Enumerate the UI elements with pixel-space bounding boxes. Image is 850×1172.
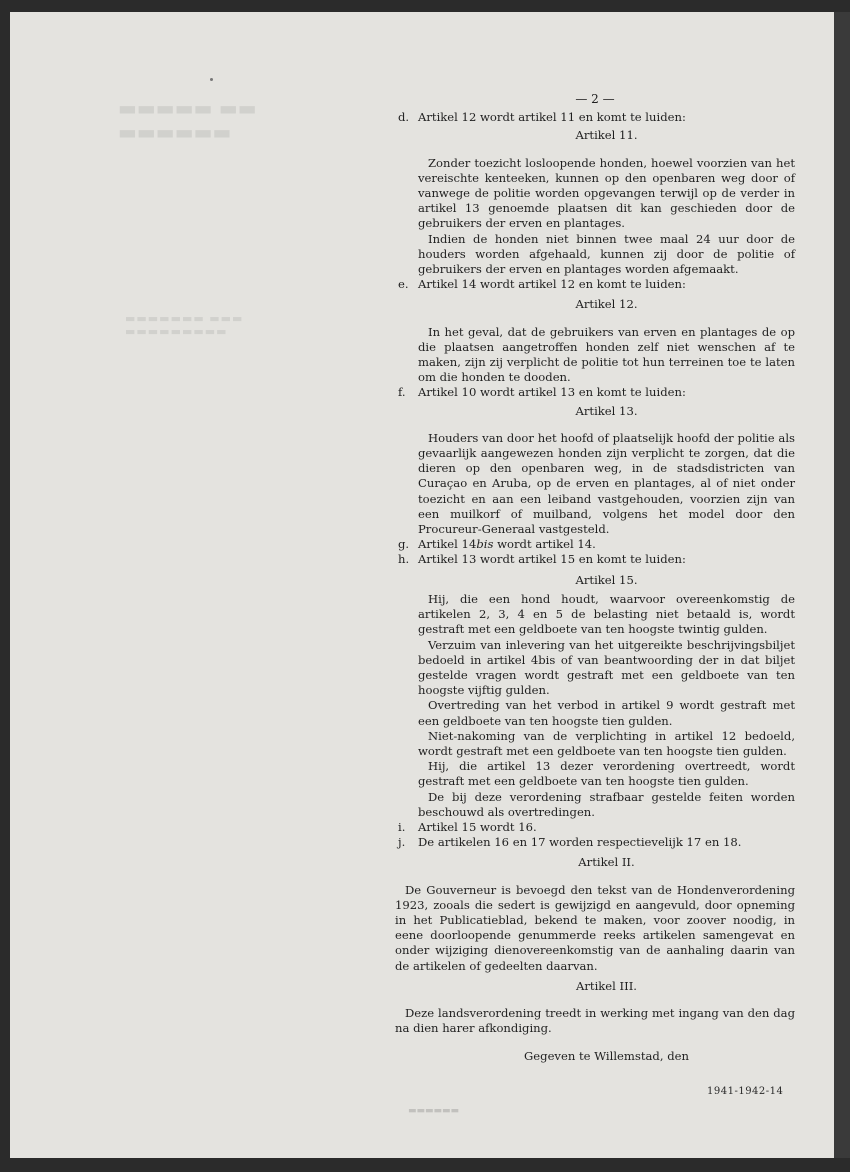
article-iii-text: Deze landsverordening treedt in werking met ingang van den dag na dien harer afkondiging. <box>395 1005 795 1036</box>
article-body <box>395 592 795 820</box>
item-line-em: bis <box>476 537 494 552</box>
article-ii-heading: Artikel II. <box>578 855 635 870</box>
item-line: Artikel 14 wordt artikel 12 en komt te luiden: <box>418 277 686 292</box>
article-ii-text: De Gouverneur is bevoegd den tekst van de Hondenverordening 1923, zooals die sedert is gewijzigd en aangevuld, door opneming in het Publicatieblad, bekend te maken, voor zoover noodig, in eene doorloopende genummerde reeks artikelen samengevat en onder wijziging dienovereenkomstig van de aanhaling daarin van de artikelen of gedeelten daarvan. <box>395 882 795 973</box>
amendment-item-j <box>395 835 795 850</box>
footer-code: 1941-1942-14 <box>707 1086 784 1097</box>
item-line: Artikel 15 wordt 16. <box>418 819 537 834</box>
paragraph: Houders van door het hoofd of plaatselijk hoofd der politie als gevaarlijk aangewezen honden zijn verplicht te zorgen, dat die dieren op den openbaren weg, in de stadsdistricten van Curaçao en Aruba, op de erven en plantages, al of niet onder toezicht en aan een leiband vastgehouden, voorzien zijn van een muilkorf of muilband, volgens het model door den Procureur-Generaal vastgesteld. <box>418 430 795 537</box>
bleed-through-text <box>10 12 330 372</box>
article-body <box>395 431 795 537</box>
paragraph: Zonder toezicht losloopende honden, hoewel voorzien van het vereischte kenteeken, kunnen op den openbaren weg door of vanwege de politie worden opgevangen terwijl op de verder in artikel 13 genoemde plaatsen dit kan geschieden door de gebruikers der erven en plantages. <box>418 155 795 231</box>
faint-stamp-mark: ▬▬▬▬▬▬ <box>408 1106 460 1116</box>
page-edge <box>834 12 850 1158</box>
amendment-item-d <box>395 110 795 125</box>
item-line-pre: Artikel 14 <box>418 537 477 552</box>
bleed-line: ▬▬▬▬▬▬▬ ▬▬▬ ▬▬▬▬▬▬▬▬▬ <box>125 312 244 338</box>
document-page <box>10 12 834 1158</box>
paragraph: De bij deze verordening strafbaar gestelde feiten worden beschouwd als overtredingen. <box>418 789 795 819</box>
document-body <box>395 92 795 1069</box>
paragraph: Overtreding van het verbod in artikel 9 wordt gestraft met een geldboete van ten hoogste tien gulden. <box>418 698 795 728</box>
amendment-item-e <box>395 277 795 292</box>
paragraph: Hij, die een hond houdt, waarvoor overeenkomstig de artikelen 2, 3, 4 en 5 de belasting niet betaald is, wordt gestraft met een geldboete van ten hoogste twintig gulden. <box>418 591 795 637</box>
item-label: j. <box>398 835 406 850</box>
article-heading: Artikel 12. <box>575 297 638 312</box>
item-line: Artikel 12 wordt artikel 11 en komt te luiden: <box>418 110 686 125</box>
article-body <box>395 325 795 386</box>
amendment-item-g <box>395 537 795 552</box>
item-line: Artikel 10 wordt artikel 13 en komt te luiden: <box>418 385 686 400</box>
item-label: e. <box>398 277 409 292</box>
item-label: d. <box>398 110 410 125</box>
amendment-item-i <box>395 820 795 835</box>
paragraph: Hij, die artikel 13 dezer verordening overtreedt, wordt gestraft met een geldboete van ten hoogste tien gulden. <box>418 759 795 789</box>
article-heading: Artikel 15. <box>575 572 638 587</box>
speck-mark <box>210 78 213 81</box>
item-label: i. <box>398 819 406 834</box>
article-iii-heading: Artikel III. <box>576 978 637 993</box>
page-number: — 2 — <box>575 92 615 106</box>
article-body <box>395 156 795 278</box>
item-label: h. <box>398 552 410 567</box>
item-line: De artikelen 16 en 17 worden respectievelijk 17 en 18. <box>418 835 742 850</box>
paragraph: Indien de honden niet binnen twee maal 24 uur door de houders worden afgehaald, kunnen zij door de politie of gebruikers der erven en plantages worden afgemaakt. <box>418 231 795 277</box>
item-label: g. <box>398 537 410 552</box>
closing-line: Gegeven te Willemstad, den <box>524 1049 689 1064</box>
paragraph: Verzuim van inlevering van het uitgereikte beschrijvingsbiljet bedoeld in artikel 4bis of van beantwoording der in dat biljet gestelde vragen wordt gestraft met een geldboete van ten hoogste vijftig gulden. <box>418 637 795 698</box>
item-label: f. <box>398 385 406 400</box>
item-line-post: wordt artikel 14. <box>493 537 596 552</box>
article-heading: Artikel 13. <box>575 403 638 418</box>
amendment-item-h <box>395 552 795 567</box>
bleed-heading: ▬▬▬▬▬ ▬▬ ▬▬▬▬▬▬ <box>118 96 257 144</box>
amendment-item-f <box>395 385 795 400</box>
paragraph: In het geval, dat de gebruikers van erven en plantages de op die plaatsen aangetroffen honden zelf niet wenschen af te maken, zijn zij verplicht de politie tot hun terreinen toe te laten om die honden te dooden. <box>418 324 795 385</box>
paragraph: Niet-nakoming van de verplichting in artikel 12 bedoeld, wordt gestraft met een geldboete van ten hoogste tien gulden. <box>418 728 795 758</box>
item-line: Artikel 13 wordt artikel 15 en komt te luiden: <box>418 552 686 567</box>
article-heading: Artikel 11. <box>575 128 638 143</box>
